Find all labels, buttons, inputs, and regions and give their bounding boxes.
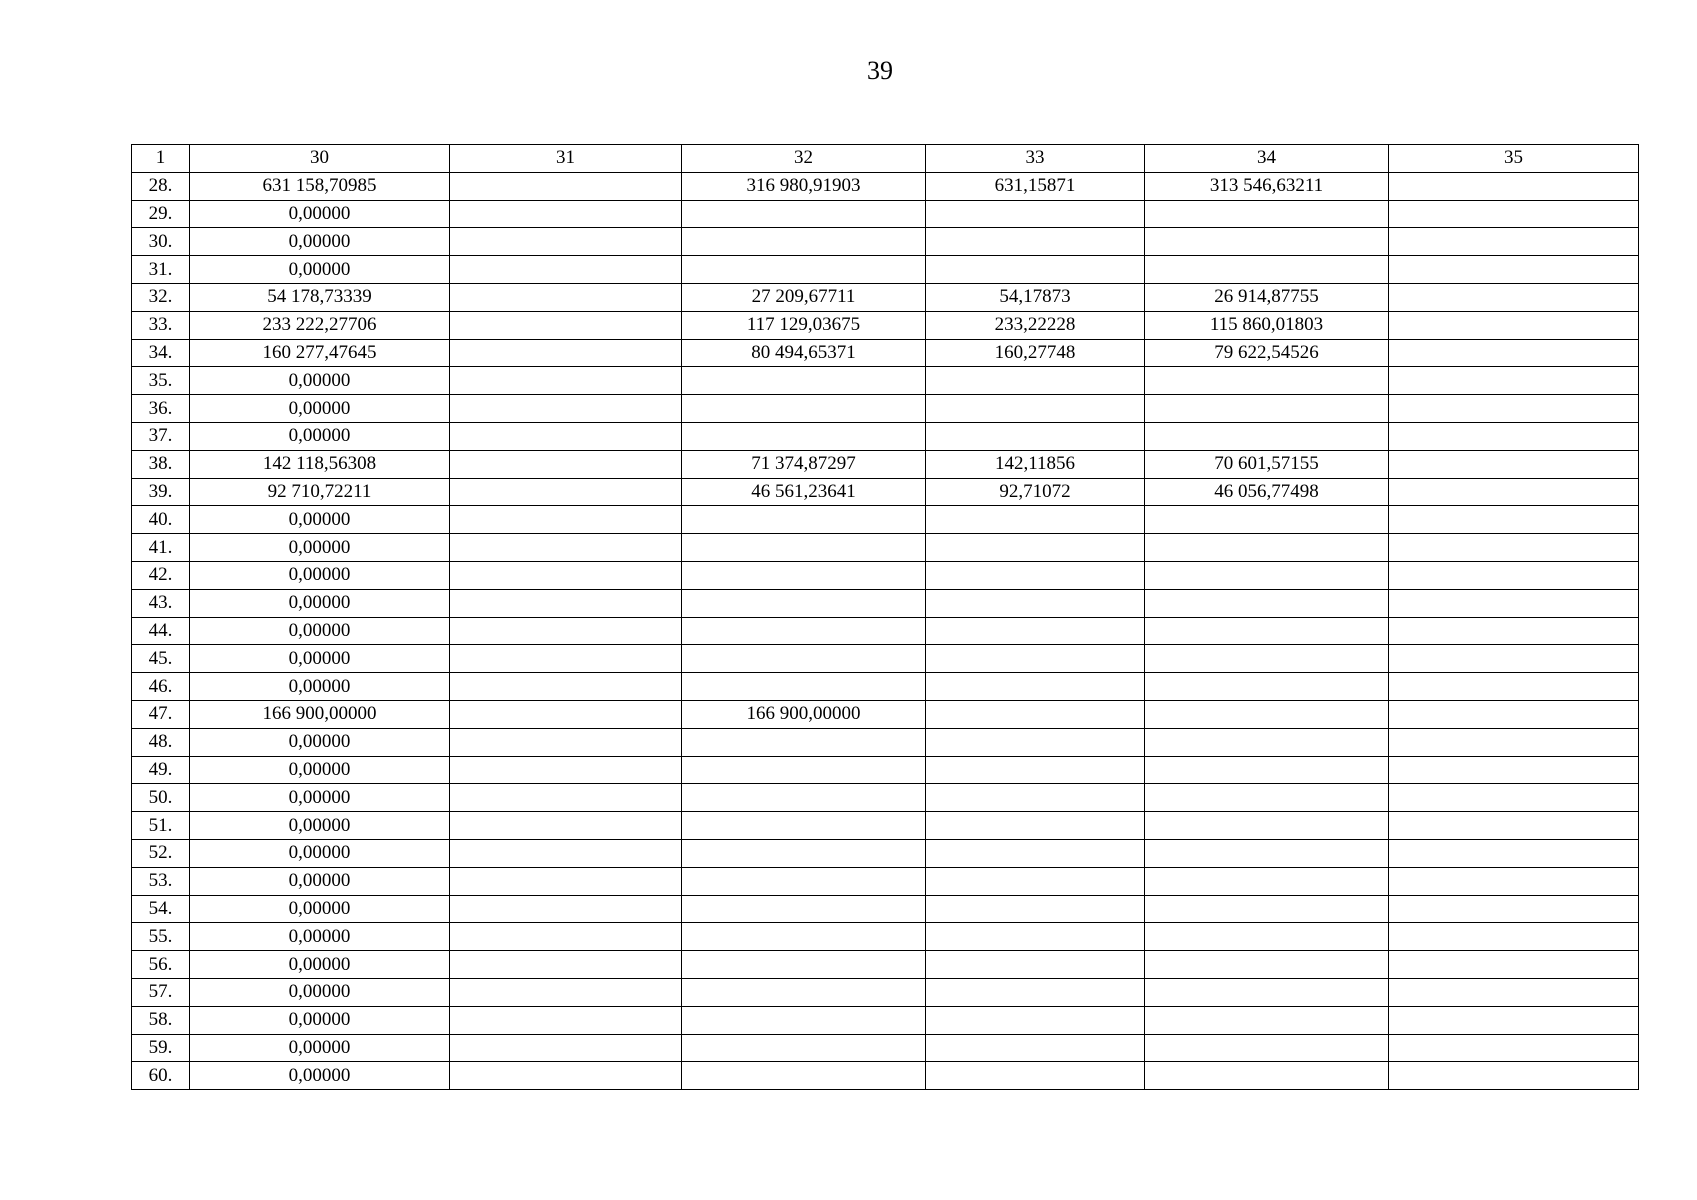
table-row [132,367,1639,395]
cell-column-32: 46 561,23641 [682,478,926,506]
cell-column-30: 0,00000 [190,617,450,645]
cell-column-32 [682,367,926,395]
cell-column-31 [450,812,682,840]
cell-column-31 [450,395,682,423]
cell-row-number: 57. [132,978,190,1006]
cell-column-30: 0,00000 [190,895,450,923]
cell-column-35 [1389,784,1639,812]
cell-column-34 [1145,812,1389,840]
cell-column-35 [1389,1034,1639,1062]
cell-column-32 [682,506,926,534]
cell-column-33 [926,867,1145,895]
table-row [132,951,1639,979]
cell-column-32 [682,978,926,1006]
cell-column-33 [926,700,1145,728]
cell-column-34 [1145,228,1389,256]
cell-column-31 [450,978,682,1006]
cell-row-number: 49. [132,756,190,784]
cell-column-31 [450,728,682,756]
cell-column-31 [450,756,682,784]
cell-row-number: 37. [132,422,190,450]
cell-column-33: 92,71072 [926,478,1145,506]
cell-column-35 [1389,978,1639,1006]
cell-column-31 [450,1006,682,1034]
table-row [132,589,1639,617]
cell-column-34: 313 546,63211 [1145,172,1389,200]
cell-column-33 [926,645,1145,673]
cell-column-31 [450,534,682,562]
cell-column-31 [450,311,682,339]
header-row [132,145,1639,173]
cell-column-33: 233,22228 [926,311,1145,339]
table-row [132,534,1639,562]
table-row [132,923,1639,951]
cell-column-35 [1389,1062,1639,1090]
cell-column-35 [1389,506,1639,534]
cell-column-30: 0,00000 [190,728,450,756]
cell-column-34 [1145,395,1389,423]
cell-column-32: 80 494,65371 [682,339,926,367]
cell-column-30: 0,00000 [190,978,450,1006]
cell-column-32: 71 374,87297 [682,450,926,478]
cell-column-33 [926,1062,1145,1090]
cell-column-32 [682,784,926,812]
header-cell-column-30: 30 [190,145,450,173]
cell-column-30: 160 277,47645 [190,339,450,367]
cell-column-32 [682,895,926,923]
cell-row-number: 52. [132,839,190,867]
cell-column-35 [1389,728,1639,756]
cell-row-number: 29. [132,200,190,228]
cell-row-number: 48. [132,728,190,756]
cell-column-35 [1389,311,1639,339]
cell-column-30: 0,00000 [190,367,450,395]
cell-column-34 [1145,867,1389,895]
cell-column-34: 115 860,01803 [1145,311,1389,339]
cell-column-31 [450,1034,682,1062]
table-row [132,256,1639,284]
cell-row-number: 30. [132,228,190,256]
cell-column-35 [1389,951,1639,979]
cell-column-30: 631 158,70985 [190,172,450,200]
cell-column-31 [450,228,682,256]
cell-column-34 [1145,561,1389,589]
cell-column-34 [1145,673,1389,701]
cell-column-31 [450,700,682,728]
cell-column-32 [682,422,926,450]
cell-column-32: 316 980,91903 [682,172,926,200]
cell-column-32: 27 209,67711 [682,283,926,311]
cell-column-31 [450,422,682,450]
cell-column-31 [450,561,682,589]
table-row [132,756,1639,784]
header-cell-column-35: 35 [1389,145,1639,173]
cell-column-34 [1145,756,1389,784]
cell-column-32 [682,395,926,423]
cell-row-number: 54. [132,895,190,923]
cell-row-number: 38. [132,450,190,478]
cell-column-33 [926,895,1145,923]
page-number: 39 [867,56,893,85]
cell-row-number: 45. [132,645,190,673]
cell-column-32 [682,589,926,617]
cell-column-35 [1389,422,1639,450]
cell-column-33 [926,200,1145,228]
table-row [132,617,1639,645]
cell-row-number: 32. [132,283,190,311]
cell-column-31 [450,283,682,311]
cell-column-32 [682,645,926,673]
cell-column-32 [682,923,926,951]
cell-column-32 [682,839,926,867]
cell-column-33: 142,11856 [926,450,1145,478]
cell-column-31 [450,339,682,367]
cell-column-30: 166 900,00000 [190,700,450,728]
header-cell-column-33: 33 [926,145,1145,173]
table-row [132,673,1639,701]
cell-column-34 [1145,839,1389,867]
cell-column-34 [1145,923,1389,951]
cell-column-32: 117 129,03675 [682,311,926,339]
cell-column-30: 0,00000 [190,561,450,589]
cell-column-35 [1389,895,1639,923]
table-row [132,395,1639,423]
header-cell-column-32: 32 [682,145,926,173]
cell-column-35 [1389,645,1639,673]
cell-column-30: 0,00000 [190,1062,450,1090]
table-row [132,895,1639,923]
cell-column-34 [1145,506,1389,534]
cell-column-34 [1145,1034,1389,1062]
cell-column-33 [926,395,1145,423]
cell-column-30: 0,00000 [190,589,450,617]
cell-column-35 [1389,534,1639,562]
table-row [132,1006,1639,1034]
cell-column-34 [1145,978,1389,1006]
table-row [132,283,1639,311]
cell-row-number: 41. [132,534,190,562]
cell-column-31 [450,450,682,478]
cell-column-34 [1145,200,1389,228]
cell-column-30: 0,00000 [190,1034,450,1062]
table-row [132,311,1639,339]
cell-column-35 [1389,1006,1639,1034]
cell-column-34 [1145,422,1389,450]
cell-column-34 [1145,645,1389,673]
table-row [132,728,1639,756]
cell-column-30: 0,00000 [190,200,450,228]
cell-column-34 [1145,1062,1389,1090]
cell-row-number: 56. [132,951,190,979]
cell-column-30: 0,00000 [190,422,450,450]
cell-column-33 [926,951,1145,979]
table-row [132,645,1639,673]
cell-column-30: 0,00000 [190,756,450,784]
cell-column-35 [1389,617,1639,645]
cell-column-32 [682,1062,926,1090]
cell-column-31 [450,506,682,534]
cell-row-number: 31. [132,256,190,284]
cell-column-35 [1389,589,1639,617]
cell-column-35 [1389,256,1639,284]
cell-column-34 [1145,367,1389,395]
cell-row-number: 53. [132,867,190,895]
cell-column-31 [450,673,682,701]
cell-column-35 [1389,478,1639,506]
cell-column-35 [1389,339,1639,367]
cell-column-32 [682,728,926,756]
cell-column-33: 160,27748 [926,339,1145,367]
table-row [132,867,1639,895]
cell-column-33 [926,617,1145,645]
cell-column-33 [926,978,1145,1006]
cell-column-32 [682,1034,926,1062]
cell-column-34 [1145,951,1389,979]
cell-column-30: 0,00000 [190,673,450,701]
cell-column-34 [1145,728,1389,756]
cell-column-33: 631,15871 [926,172,1145,200]
cell-column-30: 92 710,72211 [190,478,450,506]
cell-column-32 [682,867,926,895]
table-row [132,1034,1639,1062]
cell-column-34 [1145,256,1389,284]
cell-column-33: 54,17873 [926,283,1145,311]
cell-column-30: 0,00000 [190,923,450,951]
cell-column-35 [1389,923,1639,951]
cell-column-31 [450,923,682,951]
cell-column-34 [1145,534,1389,562]
cell-column-34 [1145,1006,1389,1034]
table-row [132,478,1639,506]
cell-row-number: 55. [132,923,190,951]
table-row [132,506,1639,534]
cell-row-number: 28. [132,172,190,200]
cell-column-33 [926,422,1145,450]
cell-column-31 [450,478,682,506]
cell-column-33 [926,561,1145,589]
cell-column-30: 0,00000 [190,784,450,812]
cell-column-33 [926,839,1145,867]
cell-column-32 [682,756,926,784]
cell-column-33 [926,756,1145,784]
cell-column-30: 0,00000 [190,645,450,673]
cell-row-number: 46. [132,673,190,701]
cell-column-30: 0,00000 [190,256,450,284]
cell-column-32 [682,200,926,228]
cell-row-number: 50. [132,784,190,812]
cell-column-32: 166 900,00000 [682,700,926,728]
cell-column-30: 0,00000 [190,839,450,867]
cell-column-32 [682,812,926,840]
cell-column-31 [450,1062,682,1090]
cell-column-33 [926,589,1145,617]
cell-column-33 [926,228,1145,256]
cell-column-35 [1389,200,1639,228]
cell-column-31 [450,617,682,645]
header-cell-row-number: 1 [132,145,190,173]
cell-column-31 [450,839,682,867]
table-row [132,228,1639,256]
cell-column-34 [1145,589,1389,617]
cell-column-31 [450,645,682,673]
cell-column-31 [450,784,682,812]
cell-column-30: 233 222,27706 [190,311,450,339]
cell-column-33 [926,1006,1145,1034]
cell-column-35 [1389,561,1639,589]
cell-column-33 [926,1034,1145,1062]
cell-column-35 [1389,756,1639,784]
cell-column-35 [1389,673,1639,701]
cell-column-35 [1389,367,1639,395]
cell-column-33 [926,534,1145,562]
cell-row-number: 39. [132,478,190,506]
cell-row-number: 44. [132,617,190,645]
cell-column-32 [682,561,926,589]
table-row [132,422,1639,450]
cell-column-31 [450,589,682,617]
cell-column-30: 54 178,73339 [190,283,450,311]
cell-column-31 [450,172,682,200]
cell-column-30: 0,00000 [190,867,450,895]
cell-row-number: 51. [132,812,190,840]
header-cell-column-34: 34 [1145,145,1389,173]
cell-column-32 [682,256,926,284]
cell-column-33 [926,506,1145,534]
cell-column-35 [1389,395,1639,423]
cell-column-33 [926,923,1145,951]
table-row [132,450,1639,478]
cell-column-34 [1145,784,1389,812]
cell-column-33 [926,673,1145,701]
cell-column-33 [926,367,1145,395]
table-row [132,1062,1639,1090]
cell-column-30: 0,00000 [190,228,450,256]
table-row [132,561,1639,589]
cell-column-35 [1389,172,1639,200]
cell-row-number: 43. [132,589,190,617]
cell-column-31 [450,867,682,895]
cell-column-34: 70 601,57155 [1145,450,1389,478]
cell-column-33 [926,812,1145,840]
cell-row-number: 40. [132,506,190,534]
table-row [132,978,1639,1006]
cell-column-30: 0,00000 [190,395,450,423]
cell-row-number: 34. [132,339,190,367]
table-row [132,700,1639,728]
cell-row-number: 59. [132,1034,190,1062]
data-table [131,144,1639,1090]
cell-column-34: 46 056,77498 [1145,478,1389,506]
cell-column-35 [1389,812,1639,840]
cell-column-32 [682,673,926,701]
cell-column-32 [682,617,926,645]
cell-column-31 [450,951,682,979]
cell-row-number: 60. [132,1062,190,1090]
cell-column-33 [926,728,1145,756]
cell-row-number: 36. [132,395,190,423]
cell-column-33 [926,256,1145,284]
header-cell-column-31: 31 [450,145,682,173]
cell-column-32 [682,1006,926,1034]
cell-column-32 [682,534,926,562]
cell-column-30: 142 118,56308 [190,450,450,478]
cell-row-number: 58. [132,1006,190,1034]
cell-column-35 [1389,700,1639,728]
table-row [132,784,1639,812]
table-row [132,812,1639,840]
cell-column-35 [1389,283,1639,311]
cell-row-number: 33. [132,311,190,339]
cell-column-35 [1389,839,1639,867]
table-body [132,145,1639,1090]
table-row [132,172,1639,200]
cell-column-33 [926,784,1145,812]
table-row [132,200,1639,228]
cell-column-30: 0,00000 [190,951,450,979]
cell-column-32 [682,951,926,979]
cell-column-30: 0,00000 [190,812,450,840]
cell-column-32 [682,228,926,256]
cell-column-30: 0,00000 [190,506,450,534]
cell-column-34 [1145,895,1389,923]
cell-column-31 [450,256,682,284]
cell-column-34 [1145,617,1389,645]
cell-column-34: 26 914,87755 [1145,283,1389,311]
cell-column-30: 0,00000 [190,534,450,562]
cell-column-35 [1389,867,1639,895]
cell-row-number: 47. [132,700,190,728]
cell-column-34 [1145,700,1389,728]
cell-column-31 [450,200,682,228]
cell-row-number: 42. [132,561,190,589]
cell-column-30: 0,00000 [190,1006,450,1034]
cell-row-number: 35. [132,367,190,395]
cell-column-35 [1389,228,1639,256]
table-row [132,839,1639,867]
cell-column-31 [450,367,682,395]
cell-column-35 [1389,450,1639,478]
table-row [132,339,1639,367]
cell-column-31 [450,895,682,923]
cell-column-34: 79 622,54526 [1145,339,1389,367]
